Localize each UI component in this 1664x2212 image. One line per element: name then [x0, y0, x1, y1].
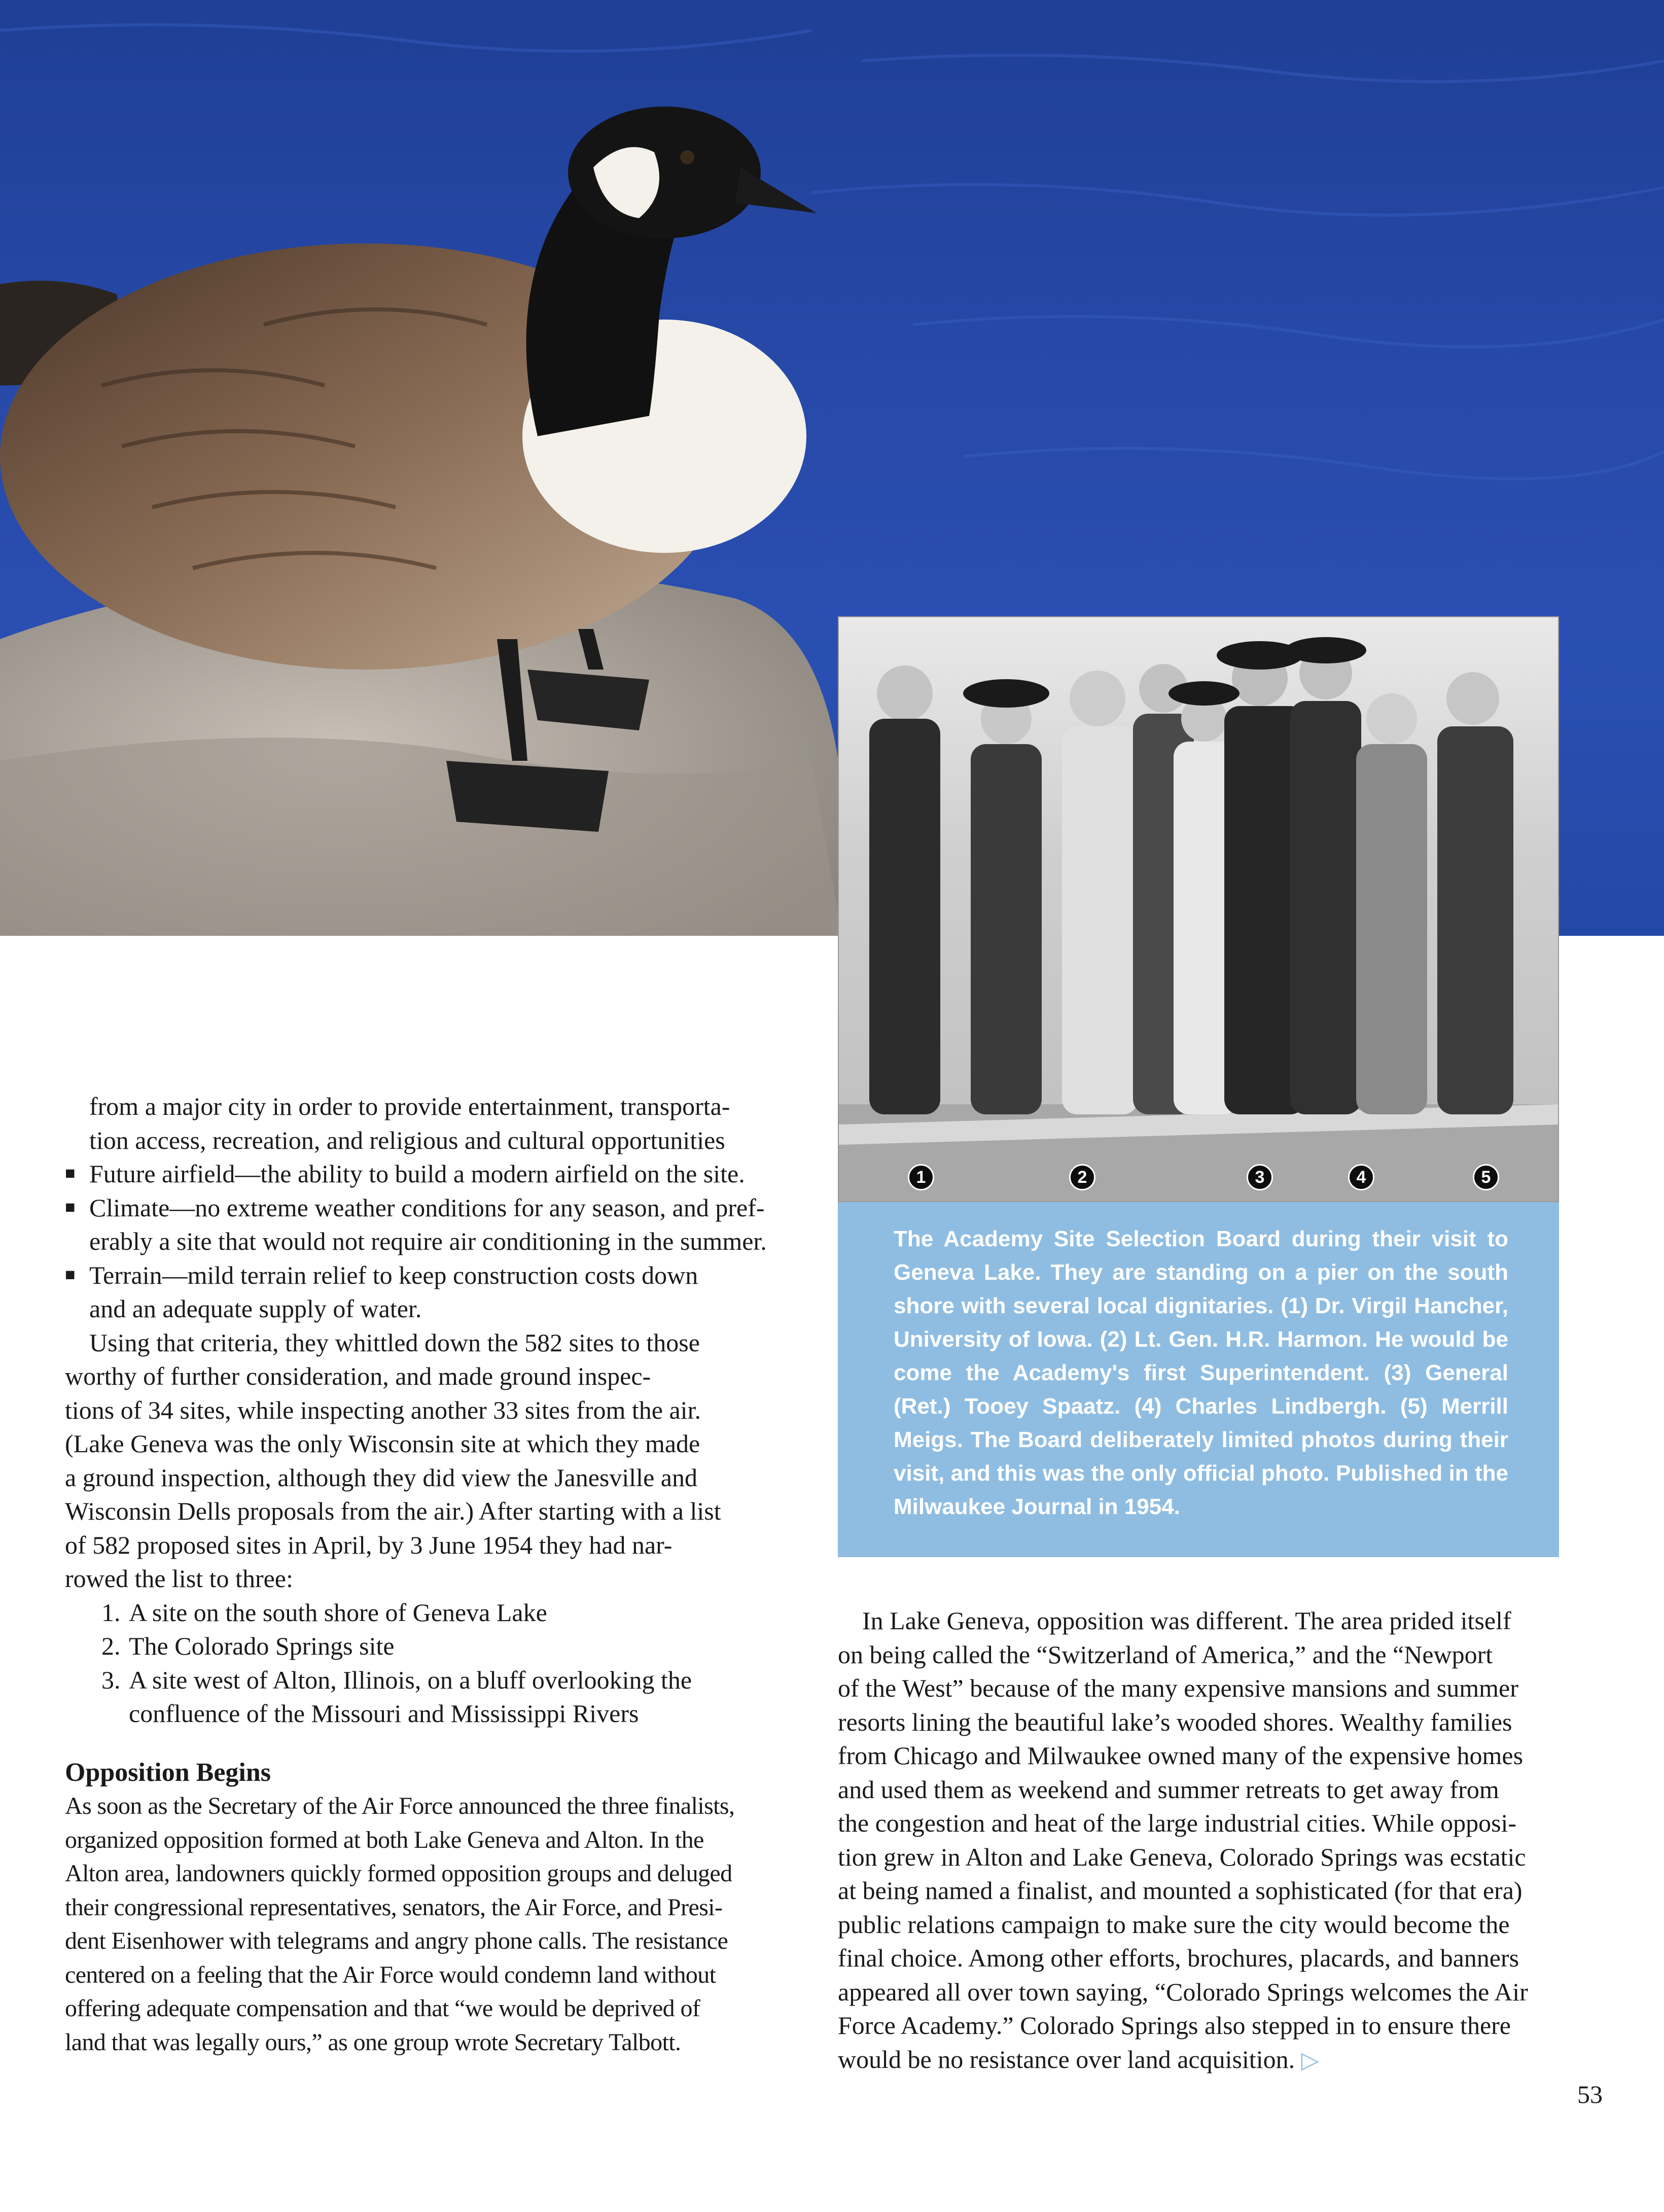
paragraph-line: on being called the “Switzerland of America,” and the “Newport: [838, 1640, 1493, 1669]
bullet-line: Terrain—mild terrain relief to keep construction costs down: [89, 1260, 698, 1289]
paragraph-line: worthy of further consideration, and made ground inspec-: [65, 1362, 651, 1390]
left-column: [65, 1090, 785, 2059]
bullet-icon: ■: [65, 1198, 76, 1217]
list-line: The Colorado Springs site: [129, 1632, 395, 1660]
photo-caption: The Academy Site Selection Board during their visit to Geneva Lake. They are standing on a pier on the south shore with several local dignitaries. (1) Dr. Virgil Hancher, University of Iowa. (2) Lt. Gen. H.R. Harmon. He would be come the Academy's first Superintendent. (3) General (Ret.) Tooey Spaatz. (4) Charles Lindbergh. (5) Merrill Meigs. The Board deliberately limited photos during their visit, and this was the only official photo. Published in the Milwaukee Journal in 1954.: [838, 1202, 1559, 1557]
continued-line: from a major city in order to provide entertainment, transporta-: [89, 1092, 730, 1120]
opposition-line: Alton area, landowners quickly formed opposition groups and deluged: [65, 1860, 732, 1887]
paragraph-line: resorts lining the beautiful lake’s wooded shores. Wealthy families: [838, 1707, 1512, 1736]
continued-line: tion access, recreation, and religious and cultural opportunities: [89, 1126, 725, 1154]
bullet-icon: ■: [65, 1265, 76, 1284]
paragraph-line: (Lake Geneva was the only Wisconsin site at which they made: [65, 1429, 700, 1458]
paragraph-line: the congestion and heat of the large industrial cities. While opposi-: [838, 1809, 1517, 1837]
page-number: 53: [1577, 2080, 1603, 2109]
list-number: 1.: [101, 1598, 121, 1627]
paragraph-line: of 582 proposed sites in April, by 3 June 1954 they had nar-: [65, 1530, 672, 1559]
site-selection-board-photo: [838, 616, 1559, 1202]
photo-marker-3: 3: [1247, 1164, 1273, 1190]
paragraph-line: at being named a finalist, and mounted a sophisticated (for that era): [838, 1876, 1523, 1905]
paragraph-line: of the West” because of the many expensive mansions and summer: [838, 1674, 1518, 1702]
section-heading: Opposition Begins: [65, 1758, 271, 1787]
list-item: [65, 1663, 785, 1697]
paragraph-line: In Lake Geneva, opposition was different. The area prided itself: [862, 1606, 1511, 1635]
paragraph-line: final choice. Among other efforts, brochures, placards, and banners: [838, 1944, 1519, 1972]
paragraph-line: tions of 34 sites, while inspecting another 33 sites from the air.: [65, 1395, 701, 1424]
bullet-line: Climate—no extreme weather conditions for any season, and pref-: [89, 1193, 765, 1222]
bullet-icon: ■: [65, 1164, 76, 1183]
photo-marker-5: 5: [1473, 1164, 1499, 1190]
bullet-item: [65, 1191, 785, 1225]
list-item: [65, 1629, 785, 1663]
paragraph-line: and used them as weekend and summer retreats to get away from: [838, 1775, 1499, 1804]
right-column: [838, 1604, 1559, 2077]
bullet-line: erably a site that would not require air conditioning in the summer.: [89, 1227, 767, 1255]
list-line: A site west of Alton, Illinois, on a bluff overlooking the: [129, 1665, 692, 1694]
bullet-item: [65, 1157, 785, 1191]
list-line: A site on the south shore of Geneva Lake: [129, 1598, 547, 1627]
group-of-men-illustration: [839, 617, 1559, 1202]
opposition-line: land that was legally ours,” as one group wrote Secretary Talbott.: [65, 2028, 681, 2056]
list-item: [65, 1596, 785, 1630]
paragraph-line: appeared all over town saying, “Colorado Springs welcomes the Air: [838, 1977, 1528, 2006]
paragraph-line: public relations campaign to make sure the city would become the: [838, 1910, 1510, 1939]
paragraph-line: Force Academy.” Colorado Springs also stepped in to ensure there: [838, 2011, 1511, 2040]
opposition-line: As soon as the Secretary of the Air Force announced the three finalists,: [65, 1793, 735, 1819]
paragraph-line: from Chicago and Milwaukee owned many of the expensive homes: [838, 1741, 1524, 1770]
bullet-item: [65, 1258, 785, 1292]
opposition-line: centered on a feeling that the Air Force would condemn land without: [65, 1961, 716, 1988]
list-line: confluence of the Missouri and Mississippi Rivers: [129, 1699, 639, 1728]
opposition-line: organized opposition formed at both Lake Geneva and Alton. In the: [65, 1826, 704, 1853]
list-number: 3.: [101, 1665, 121, 1694]
paragraph-line: tion grew in Alton and Lake Geneva, Colorado Springs was ecstatic: [838, 1842, 1526, 1871]
photo-marker-4: 4: [1348, 1164, 1374, 1190]
opposition-line: offering adequate compensation and that “we would be deprived of: [65, 1995, 700, 2022]
list-number: 2.: [101, 1632, 121, 1660]
end-arrow-icon: ▷: [1301, 2046, 1320, 2074]
last-line-text: would be no resistance over land acquisition.: [838, 2045, 1295, 2074]
photo-marker-2: 2: [1069, 1164, 1095, 1190]
paragraph-line: a ground inspection, although they did view the Janesville and: [65, 1463, 697, 1492]
bullet-line: Future airfield—the ability to build a modern airfield on the site.: [89, 1160, 745, 1188]
paragraph-line: [838, 2043, 1559, 2077]
bullet-line: and an adequate supply of water.: [89, 1294, 422, 1323]
paragraph-line: rowed the list to three:: [65, 1564, 293, 1593]
photo-marker-1: 1: [908, 1164, 934, 1190]
paragraph-line: Using that criteria, they whittled down the 582 sites to those: [89, 1328, 700, 1357]
opposition-line: their congressional representatives, senators, the Air Force, and Presi-: [65, 1893, 723, 1921]
opposition-line: dent Eisenhower with telegrams and angry phone calls. The resistance: [65, 1927, 728, 1954]
paragraph-line: Wisconsin Dells proposals from the air.) After starting with a list: [65, 1497, 721, 1525]
